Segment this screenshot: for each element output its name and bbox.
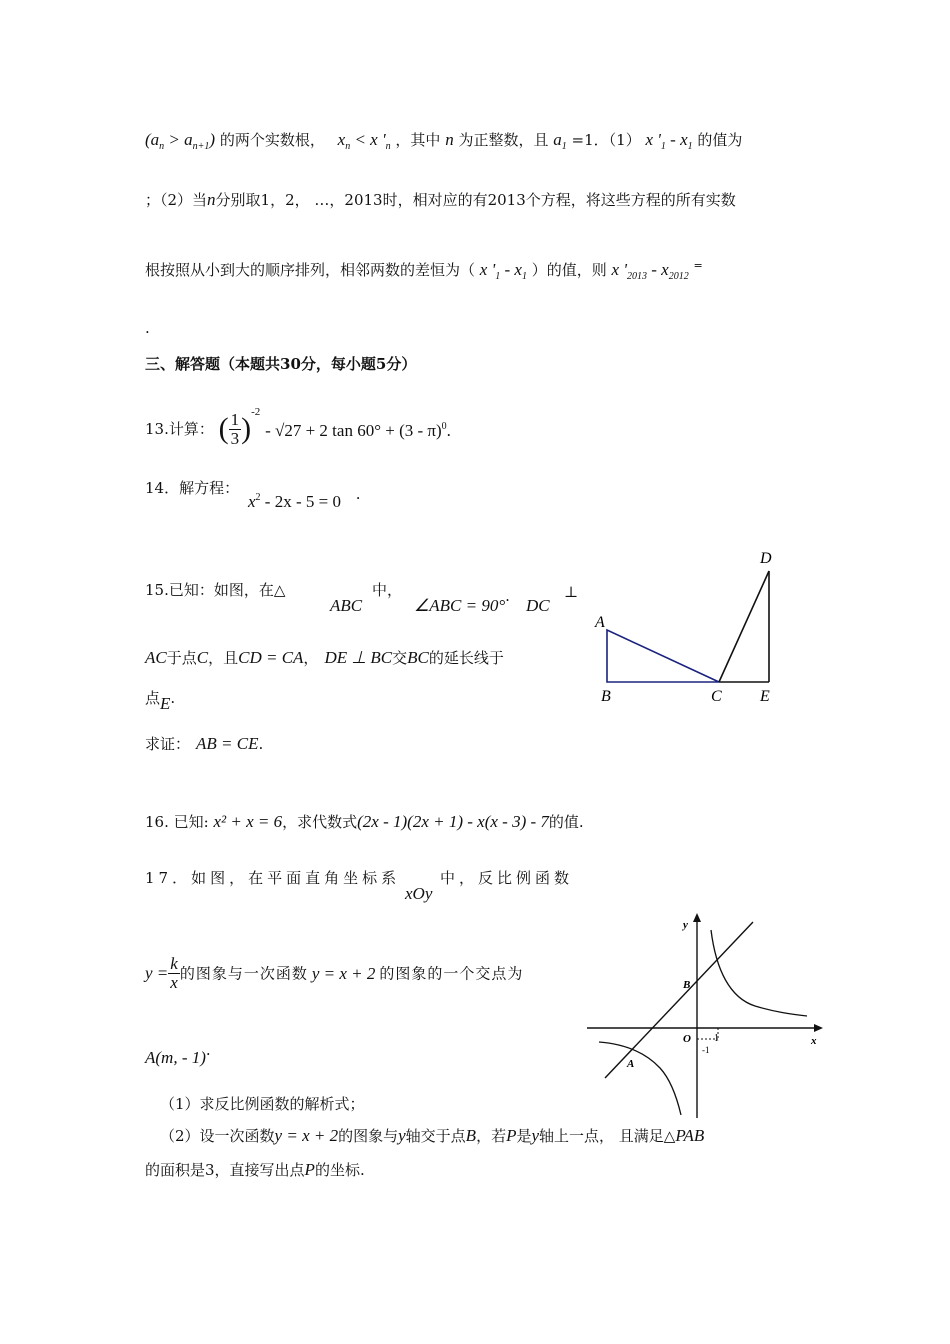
expr-x: $x_n < x$ '$_n$ <box>337 130 391 152</box>
q17-line1b: 中，反比例函数 <box>440 869 574 887</box>
expr-a1: $a_1$ <box>553 130 567 152</box>
text: 的值. <box>548 813 584 831</box>
var-n: n <box>207 190 216 209</box>
label-1: 1 <box>714 1033 719 1044</box>
q14-equation: $x^2 - 2x - 5 = 0$ . <box>248 485 361 511</box>
q15-label: 15.已知：如图，在△ <box>145 581 286 599</box>
q16-label: 16. 已知: <box>145 813 209 831</box>
text: 的值为 <box>697 131 743 149</box>
q12-end-dot: . <box>145 319 150 337</box>
x-axis-arrow-icon <box>814 1024 823 1032</box>
y-axis-arrow-icon <box>693 913 701 922</box>
q16-condition: x² + x = 6 <box>213 812 283 831</box>
prove-label: 求证： <box>145 735 191 753</box>
text: ，求代数式 <box>282 813 358 831</box>
label-d: D <box>760 550 772 567</box>
expr-diff: x '$_1 - x_1$ <box>479 260 527 282</box>
label-e: E <box>760 688 770 705</box>
section-title-text: 三、解答题 <box>145 355 221 373</box>
text: 的两个实数根， <box>219 131 325 149</box>
q12-line3 <box>145 256 703 287</box>
q15-angle: ∠ABC = 90°. <box>414 587 510 615</box>
paren-left: ( <box>218 412 229 445</box>
q17-label: 17．如图，在平面直角坐标系 <box>145 869 401 887</box>
triangle-figure <box>585 545 785 710</box>
q15-line1a <box>145 580 285 600</box>
paren-right: ) <box>241 412 252 445</box>
label-neg1: -1 <box>702 1045 710 1055</box>
expr-diff2013: x '$_{2013} - x_{2012}$ <box>611 260 689 282</box>
q12-line1 <box>145 130 742 157</box>
q14-label: 14．解方程： <box>145 479 240 497</box>
text: 为正整数，且 <box>458 131 549 149</box>
fraction-1-3: $\frac{1}{3}$ <box>230 409 240 448</box>
equals: = <box>693 259 703 272</box>
q15-zhong: 中， <box>372 581 403 599</box>
q12-line2 <box>145 190 736 210</box>
fraction-k-x: $\frac{k}{x}$ <box>170 954 178 992</box>
label-x: x <box>811 1035 817 1047</box>
hyperbola-branch-2 <box>599 1042 681 1115</box>
prove-expr: AB = CE <box>196 734 259 753</box>
triangle-abc <box>607 630 719 682</box>
q13-expr: - √27 + 2 tan 60° + (3 - π)$^0$. <box>265 421 451 440</box>
q17-line1 <box>145 868 400 888</box>
label-a: A <box>627 1058 635 1070</box>
q13 <box>145 402 451 452</box>
q14 <box>145 478 239 498</box>
label-b: B <box>683 979 691 991</box>
text: 分别取1，2， …，2013时，相对应的有2013个方程，将这些方程的所有实数 <box>215 191 736 209</box>
var-n: n <box>445 130 454 149</box>
label-y: y <box>683 919 688 931</box>
coordinate-figure <box>585 910 830 1120</box>
q15-prove: 求证： AB = CE. <box>145 734 264 753</box>
q16-expression: (2x - 1)(2x + 1) - x(x - 3) - 7 <box>357 812 549 831</box>
section-title <box>145 354 416 374</box>
q17-part2-cont: 的面积是3，直接写出点P的坐标. <box>145 1160 365 1179</box>
q17-line3: A(m, - 1). <box>145 1041 211 1067</box>
label-b: B <box>601 688 611 705</box>
hyperbola-branch-1 <box>711 930 807 1016</box>
label-c: C <box>711 688 722 705</box>
q16 <box>145 812 584 832</box>
text: ；（2）当 <box>145 191 208 209</box>
q15-abc: ABC <box>330 596 363 615</box>
expr-a: $(a_n > a_{n+1})$ <box>145 130 216 152</box>
q15-line2: AC于点C，且CD = CA， DE ⊥ BC交BC的延长线于 <box>145 648 504 667</box>
q15-perp: ⊥ <box>564 583 579 601</box>
q15-dc: DC <box>526 596 550 615</box>
exponent: -2 <box>251 406 261 418</box>
expr-x1: x '$_1 - x_1$ <box>645 130 693 152</box>
segment-cd <box>719 571 769 682</box>
q17-xoy: xOy <box>405 884 433 903</box>
line-y-x-plus-2 <box>605 922 753 1078</box>
q15-line3: 点E. <box>145 689 176 713</box>
section-note: （本题共30分，每小题5分） <box>220 355 417 373</box>
label-a: A <box>595 614 605 631</box>
text: 根按照从小到大的顺序排列，相邻两数的差恒为（ <box>145 261 476 279</box>
text: =1．（1） <box>571 131 641 149</box>
q17-part1: （1）求反比例函数的解析式； <box>160 1095 365 1113</box>
text: ）的值，则 <box>531 261 607 279</box>
label-o: O <box>683 1033 691 1045</box>
q17-part2: （2）设一次函数y = x + 2的图象与y轴交于点B，若P是y轴上一点， 且满足△PAB <box>160 1126 705 1145</box>
q13-label: 13.计算： <box>145 420 214 438</box>
text: ，其中 <box>395 131 441 149</box>
q17-line2: y = $\frac{k}{x}$ 的图象与一次函数 y = x + 2 的图象的一个交点为 <box>145 954 524 992</box>
